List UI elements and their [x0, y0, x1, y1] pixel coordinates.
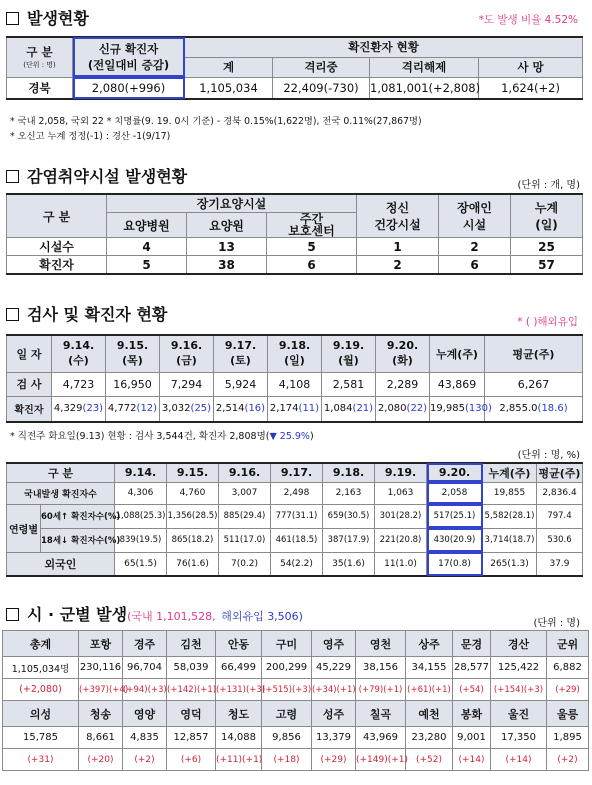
bot-delta-cell: (+20)	[79, 749, 123, 771]
city-total-row-bottom	[3, 727, 589, 749]
cell	[430, 396, 492, 422]
bot-names-cell: 봉화	[453, 701, 491, 727]
bot-totals-cell: 13,379	[312, 727, 356, 749]
city-name-row-bottom	[3, 701, 589, 727]
cell: 16,950	[106, 372, 160, 396]
previous-week-note-text: * 직전주 화요일(9.13) 현황 : 검사 3,544건, 확진자 2,808명(	[10, 431, 270, 442]
cell: 511(17.0)	[219, 528, 271, 552]
header-day-2: 보호센터	[288, 224, 335, 238]
date-text: 9.14.	[62, 339, 95, 353]
checkbox-square-icon	[6, 170, 19, 183]
top-totals-cell: 66,499	[216, 657, 262, 679]
bot-delta-cell: (+52)	[406, 749, 453, 771]
count: 2,855.0	[499, 403, 538, 415]
top-names-cell: 상주	[406, 631, 453, 657]
bot-names-cell: 의성	[3, 701, 79, 727]
header-weekly-avg: 평균(주)	[485, 335, 583, 372]
header-nursing-hospital: 요양병원	[107, 213, 187, 238]
row-label-18under	[41, 528, 121, 552]
count: 4,329	[53, 403, 83, 415]
cell: 2,581	[322, 372, 376, 396]
top-totals-cell: 96,704	[123, 657, 167, 679]
section-title-status: 발생현황	[6, 6, 89, 29]
overseas-count: (23)	[82, 403, 104, 415]
weekday-text: (금)	[176, 354, 197, 368]
header-col: 9.16.	[219, 463, 271, 482]
top-names-cell: 경주	[123, 631, 167, 657]
cell: 43,869	[430, 372, 485, 396]
header-date-col	[322, 335, 376, 372]
cell	[376, 396, 430, 422]
age-metric: 확진자수(%)	[71, 512, 121, 522]
cell: 2,498	[271, 482, 323, 504]
top-delta-cell: (+515)(+3)	[262, 679, 312, 701]
overseas-count: (130)	[465, 403, 492, 415]
cell-isolated: 22,409(-730)	[273, 77, 370, 99]
count: 4,772	[107, 403, 137, 415]
header-gubun-2: 구 분	[7, 194, 107, 238]
top-names-cell: 포항	[79, 631, 123, 657]
bot-delta-cell: (+6)	[167, 749, 216, 771]
cell: 11(1.0)	[375, 552, 427, 576]
bot-delta-cell: (+149)(+1)	[356, 749, 406, 771]
cell: 5,924	[214, 372, 268, 396]
header-gubun	[7, 37, 73, 77]
header-col: 9.15.	[167, 463, 219, 482]
header-weekly-cum: 누계(주)	[430, 335, 485, 372]
previous-week-note	[10, 428, 314, 442]
cell: 3,714(18.7)	[483, 528, 537, 552]
header-col: 9.18.	[323, 463, 375, 482]
header-longterm-care: 장기요양시설	[107, 194, 357, 213]
overseas-count: (25)	[190, 403, 212, 415]
bot-totals-cell: 9,856	[262, 727, 312, 749]
cell-highlight: 517(25.1)	[427, 504, 483, 528]
header-isolated: 격리중	[273, 57, 370, 77]
status-table	[6, 36, 583, 100]
date-text: 9.16.	[170, 339, 203, 353]
bot-names-cell: 예천	[406, 701, 453, 727]
header-col: 9.14.	[115, 463, 167, 482]
header-col: 9.17.	[271, 463, 323, 482]
cell: 4	[107, 238, 187, 256]
top-names-cell: 영천	[356, 631, 406, 657]
cell: 19,855	[483, 482, 537, 504]
header-disabled-2: 시설	[462, 218, 487, 232]
bot-totals-cell: 23,280	[406, 727, 453, 749]
header-date-col	[214, 335, 268, 372]
weekday-text: (월)	[338, 354, 359, 368]
header-deaths: 사 망	[479, 57, 583, 77]
cell-highlight: 2,058	[427, 482, 483, 504]
date-text: 9.15.	[116, 339, 149, 353]
cell: 2	[439, 238, 511, 256]
table-row-tests	[7, 372, 583, 396]
overseas-count: (12)	[136, 403, 158, 415]
overseas-total: 해외유입 3,506)	[221, 610, 303, 623]
header-date-col	[376, 335, 430, 372]
header-mental-health	[357, 194, 439, 238]
top-totals-cell: 1,105,034명	[3, 657, 79, 679]
overseas-count: (11)	[298, 403, 320, 415]
header-date-col	[268, 335, 322, 372]
checkbox-square-icon	[6, 608, 19, 621]
top-delta-cell: (+61)(+1)	[406, 679, 453, 701]
top-names-cell: 영주	[312, 631, 356, 657]
header-new-cases	[73, 37, 185, 77]
city-delta-row-bottom	[3, 749, 589, 771]
cell	[485, 396, 583, 422]
cell-deaths: 1,624(+2)	[479, 77, 583, 99]
cell: 2,289	[376, 372, 430, 396]
bot-delta-cell: (+18)	[262, 749, 312, 771]
header-date: 일 자	[7, 335, 52, 372]
incidence-rate-note: *도 발생 비율 4.52%	[478, 14, 578, 26]
bot-totals-cell: 4,835	[123, 727, 167, 749]
cell-highlight: 17(0.8)	[427, 552, 483, 576]
bot-totals-cell: 9,001	[453, 727, 491, 749]
footnote-1: * 국내 2,058, 국외 22 * 치명률(9. 19. 0시 기준) - 경북 0.15%(1,622명), 전국 0.11%(27,867명)	[10, 116, 422, 127]
count: 1,084	[323, 403, 353, 415]
header-new-cases-sub: (전일대비 증감)	[87, 58, 170, 73]
cell	[52, 396, 106, 422]
city-total-row-top	[3, 657, 589, 679]
row-label: 확진자	[7, 256, 107, 275]
date-text: 9.18.	[278, 339, 311, 353]
header-disabled	[439, 194, 511, 238]
cell: 5	[267, 238, 357, 256]
top-names-cell: 김천	[167, 631, 216, 657]
cell-total: 1,105,034	[185, 77, 273, 99]
top-totals-cell: 28,577	[453, 657, 491, 679]
age-group: 60세↑	[41, 512, 69, 522]
header-day-1: 주간	[299, 212, 324, 226]
bot-names-cell: 울릉	[547, 701, 589, 727]
weekday-text: (화)	[392, 354, 413, 368]
unit-note-5: (단위 : 명)	[533, 618, 580, 629]
table-row-60plus	[7, 504, 583, 528]
top-delta-cell: (+142)(+1)	[167, 679, 216, 701]
cell: 65(1.5)	[115, 552, 167, 576]
top-names-cell: 경산	[491, 631, 547, 657]
cell	[106, 396, 160, 422]
cell: 37.9	[537, 552, 583, 576]
row-label: 시설수	[7, 238, 107, 256]
table-row-foreigner	[7, 552, 583, 576]
cell: 5	[107, 256, 187, 275]
cell: 461(18.5)	[271, 528, 323, 552]
row-label-60plus	[41, 504, 121, 528]
cell: 4,108	[268, 372, 322, 396]
top-delta-cell: (+154)(+3)	[491, 679, 547, 701]
bot-names-cell: 고령	[262, 701, 312, 727]
top-delta-cell: (+54)	[453, 679, 491, 701]
cell: 265(1.3)	[483, 552, 537, 576]
cell: 13	[187, 238, 267, 256]
header-new-cases-text: 신규 확진자	[98, 42, 159, 57]
header-col: 평균(주)	[537, 463, 583, 482]
bot-totals-cell: 1,895	[547, 727, 589, 749]
cell: 865(18.2)	[167, 528, 219, 552]
overseas-count: (18.6)	[537, 403, 568, 415]
header-day-care	[267, 213, 357, 238]
cell: 4,723	[52, 372, 106, 396]
bot-delta-cell: (+14)	[453, 749, 491, 771]
overseas-count: (22)	[406, 403, 428, 415]
vulnerable-facility-table	[6, 193, 583, 275]
header-cum-1: 누계	[534, 201, 559, 215]
top-totals-cell: 34,155	[406, 657, 453, 679]
weekday-text: (토)	[230, 354, 251, 368]
cell: 54(2.2)	[271, 552, 323, 576]
header-mental-2: 건강시설	[374, 218, 421, 232]
test-confirmed-table	[6, 334, 583, 423]
cell: 6,267	[485, 372, 583, 396]
top-names-cell: 안동	[216, 631, 262, 657]
bot-totals-cell: 17,350	[491, 727, 547, 749]
row-label-foreigner: 외국인	[7, 552, 115, 576]
top-delta-cell: (+29)	[547, 679, 589, 701]
top-delta-cell: (+94)(+3)	[123, 679, 167, 701]
date-text: 9.20.	[386, 339, 419, 353]
cell: 57	[511, 256, 583, 275]
top-delta-cell: (+79)(+1)	[356, 679, 406, 701]
section-title-cities-text: 시 · 군별 발생	[27, 605, 128, 624]
cell: 2,163	[323, 482, 375, 504]
checkbox-square-icon	[6, 12, 19, 25]
cell: 76(1.6)	[167, 552, 219, 576]
table-row	[7, 238, 583, 256]
header-date-col	[106, 335, 160, 372]
checkbox-square-icon	[6, 308, 19, 321]
cell: 7(0.2)	[219, 552, 271, 576]
table-row-domestic	[7, 482, 583, 504]
unit-note-4: (단위 : 명, %)	[517, 450, 580, 461]
top-names-cell: 구미	[262, 631, 312, 657]
weekday-text: (수)	[68, 354, 89, 368]
cell-released: 1,081,001(+2,808)	[370, 77, 479, 99]
footnote-2: * 오신고 누계 정정(-1) : 경산 -1(9/17)	[10, 131, 171, 142]
row-label-confirmed: 확진자	[7, 396, 52, 422]
bot-names-cell: 칠곡	[356, 701, 406, 727]
bot-delta-cell: (+11)(+1)	[216, 749, 262, 771]
header-col: 누계(주)	[483, 463, 537, 482]
table-row-confirmed	[7, 396, 583, 422]
weekday-text: (일)	[284, 354, 305, 368]
top-totals-cell: 6,882	[547, 657, 589, 679]
header-col-highlight: 9.20.	[427, 463, 483, 482]
count: 3,032	[161, 403, 191, 415]
cell	[214, 396, 268, 422]
table-row-18under	[7, 528, 583, 552]
top-delta-cell: (+34)(+1)	[312, 679, 356, 701]
row-label-domestic: 국내발생 확진자수	[7, 482, 115, 504]
header-date-col	[52, 335, 106, 372]
top-totals-cell: 125,422	[491, 657, 547, 679]
header-cum-2: (일)	[535, 218, 558, 232]
cell	[322, 396, 376, 422]
count: 2,080	[377, 403, 407, 415]
header-col: 9.19.	[375, 463, 427, 482]
weekday-text: (목)	[122, 354, 143, 368]
bot-delta-cell: (+2)	[547, 749, 589, 771]
top-names-cell: 군위	[547, 631, 589, 657]
cell: 4,760	[167, 482, 219, 504]
section-title-tests: 검사 및 확진자 현황	[6, 302, 167, 325]
cell: 3,007	[219, 482, 271, 504]
bot-totals-cell: 15,785	[3, 727, 79, 749]
header-nursing-home: 요양원	[187, 213, 267, 238]
header-total: 계	[185, 57, 273, 77]
cell: 1,063	[375, 482, 427, 504]
cell: 221(20.8)	[375, 528, 427, 552]
top-delta-cell: (+131)(+3)	[216, 679, 262, 701]
header-cumulative	[511, 194, 583, 238]
date-text: 9.19.	[332, 339, 365, 353]
cell-new-cases: 2,080(+996)	[73, 77, 185, 99]
count: 2,174	[269, 403, 299, 415]
decrease-arrow: ▼ 25.9%	[269, 431, 310, 442]
age-group: 18세↓	[41, 536, 69, 546]
cell: 6	[439, 256, 511, 275]
header-patient-status: 확진환자 현황	[185, 37, 583, 57]
top-totals-cell: 58,039	[167, 657, 216, 679]
header-date-col	[160, 335, 214, 372]
bot-names-cell: 영양	[123, 701, 167, 727]
cell	[160, 396, 214, 422]
header-gubun-4: 구 분	[7, 463, 115, 482]
city-table	[2, 630, 589, 771]
cell: 885(29.4)	[219, 504, 271, 528]
cell: 2,836.4	[537, 482, 583, 504]
age-breakdown-table	[6, 462, 583, 577]
bot-totals-cell: 43,969	[356, 727, 406, 749]
header-gubun-text: 구 분	[26, 45, 53, 60]
bot-names-cell: 청도	[216, 701, 262, 727]
cell-highlight: 430(20.9)	[427, 528, 483, 552]
cell: 659(30.5)	[323, 504, 375, 528]
overseas-legend: * ( )해외유입	[517, 316, 578, 328]
overseas-count: (21)	[352, 403, 374, 415]
cell: 777(31.1)	[271, 504, 323, 528]
count: 2,514	[215, 403, 245, 415]
top-names-cell: 문경	[453, 631, 491, 657]
top-totals-cell: 230,116	[79, 657, 123, 679]
cell: 38	[187, 256, 267, 275]
cell: 5,582(28.1)	[483, 504, 537, 528]
top-totals-cell: 200,299	[262, 657, 312, 679]
bot-names-cell: 영덕	[167, 701, 216, 727]
cell	[268, 396, 322, 422]
age-metric: 확진자수(%)	[71, 536, 121, 546]
cell: 1,356(28.5)	[167, 504, 219, 528]
table-row	[7, 256, 583, 275]
header-released: 격리해제	[370, 57, 479, 77]
top-names-cell: 총계	[3, 631, 79, 657]
cell: 7,294	[160, 372, 214, 396]
date-text: 9.17.	[224, 339, 257, 353]
cell: 4,306	[115, 482, 167, 504]
bot-totals-cell: 14,088	[216, 727, 262, 749]
top-totals-cell: 38,156	[356, 657, 406, 679]
row-label-tests: 검 사	[7, 372, 52, 396]
cell: 1	[357, 238, 439, 256]
top-delta-cell: (+397)(+4)	[79, 679, 123, 701]
bot-totals-cell: 8,661	[79, 727, 123, 749]
cell: 530.6	[537, 528, 583, 552]
cell: 6	[267, 256, 357, 275]
cell: 301(28.2)	[375, 504, 427, 528]
city-name-row-top	[3, 631, 589, 657]
bot-delta-cell: (+29)	[312, 749, 356, 771]
header-disabled-1: 장애인	[457, 201, 492, 215]
row-label-age: 연령별	[7, 504, 41, 552]
city-delta-row-top	[3, 679, 589, 701]
header-unit: (단위 : 명)	[23, 61, 56, 70]
cell: 1,088(25.3)	[115, 504, 167, 528]
count: 19,985	[430, 403, 465, 415]
previous-week-note-end: )	[309, 431, 314, 442]
row-label-gyeongbuk: 경북	[7, 77, 73, 99]
section-title-vulnerable: 감염취약시설 발생현황	[6, 164, 187, 187]
domestic-total: (국내 1,101,528,	[127, 610, 216, 623]
cell: 387(17.9)	[323, 528, 375, 552]
top-delta-cell: (+2,080)	[3, 679, 79, 701]
bot-delta-cell: (+14)	[491, 749, 547, 771]
bot-totals-cell: 12,857	[167, 727, 216, 749]
bot-names-cell: 울진	[491, 701, 547, 727]
bot-names-cell: 성주	[312, 701, 356, 727]
cell: 2	[357, 256, 439, 275]
header-mental-1: 정신	[385, 201, 410, 215]
bot-names-cell: 청송	[79, 701, 123, 727]
bot-delta-cell: (+31)	[3, 749, 79, 771]
bot-delta-cell: (+2)	[123, 749, 167, 771]
cell: 839(19.5)	[115, 528, 167, 552]
cell: 25	[511, 238, 583, 256]
cell: 35(1.6)	[323, 552, 375, 576]
cell: 797.4	[537, 504, 583, 528]
top-totals-cell: 45,229	[312, 657, 356, 679]
unit-note-2: (단위 : 개, 명)	[517, 180, 580, 191]
overseas-count: (16)	[244, 403, 266, 415]
section-title-cities	[6, 602, 303, 625]
